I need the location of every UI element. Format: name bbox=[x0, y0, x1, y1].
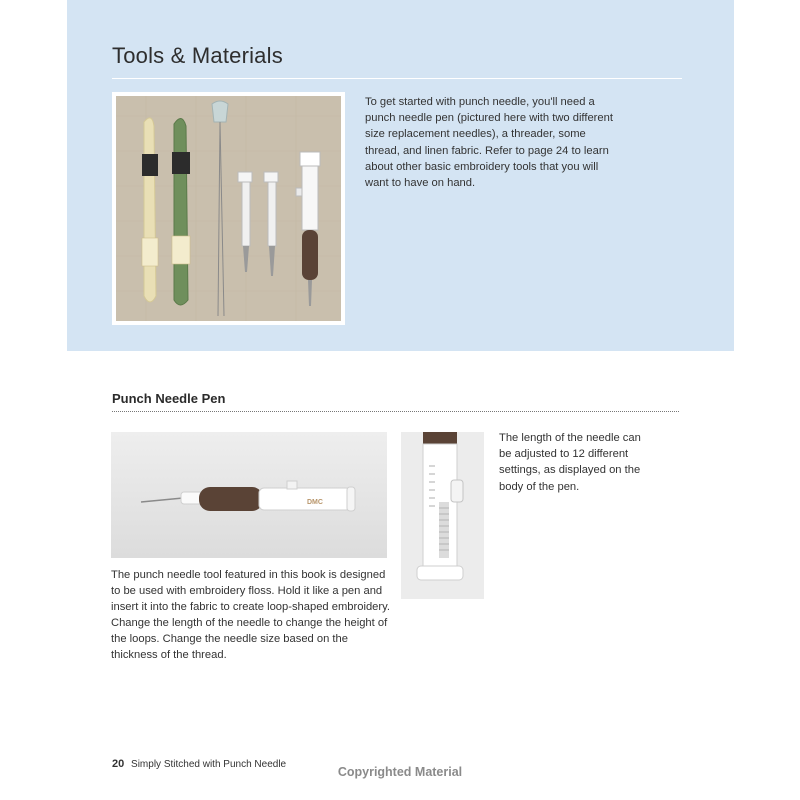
punch-pen-caption: The punch needle tool featured in this book is designed to be used with embroidery floss. Hold it like a pen and insert it into the fabric to create loop-shaped embroidery. Change the length of the needle to change the height of the loops. Change the needle size based on the thickness of the thread. bbox=[111, 569, 391, 661]
pen-dial-caption: The length of the needle can be adjusted to 12 different settings, as displayed on the body of the pen. bbox=[499, 432, 641, 493]
pen-brand-mark: DMC bbox=[307, 499, 323, 506]
intro-paragraph: To get started with punch needle, you'll need a punch needle pen (pictured here with two different size replacement needles), a threader, some thread, and linen fabric. Refer to page 24 to learn about other basic embroidery tools that you will want to have on hand. bbox=[365, 96, 613, 190]
book-title: Simply Stitched with Punch Needle bbox=[131, 759, 287, 770]
title-divider bbox=[112, 78, 682, 79]
tools-photo bbox=[112, 92, 345, 325]
watermark-bottom: Copyrighted Material bbox=[337, 765, 463, 779]
section-heading-punch-needle-pen: Punch Needle Pen bbox=[112, 391, 226, 406]
page-title: Tools & Materials bbox=[112, 43, 283, 68]
page-number: 20 bbox=[112, 758, 125, 770]
punch-pen-photo bbox=[111, 432, 387, 558]
heading-divider bbox=[112, 411, 679, 412]
pen-dial-photo bbox=[401, 432, 484, 599]
